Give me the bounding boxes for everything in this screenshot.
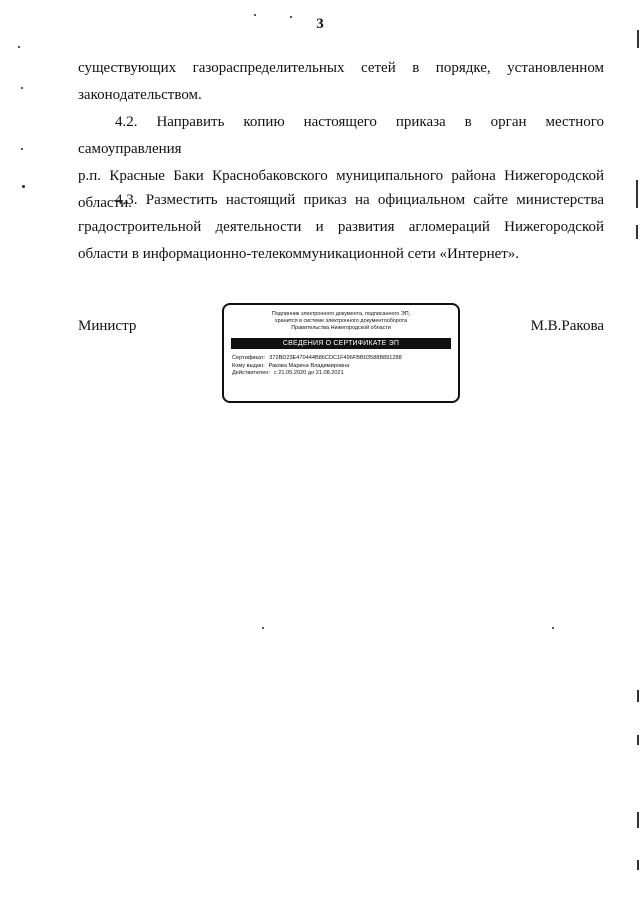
stamp-header-line: Подлинник электронного документа, подписанного ЭП,	[271, 311, 411, 317]
certificate-label: Сертификат:	[232, 355, 266, 361]
validity-label: Действителен:	[232, 370, 270, 376]
scan-speck	[22, 185, 25, 188]
word: в	[412, 60, 420, 76]
stamp-header-line: хранится в системе электронного документооборота	[274, 318, 408, 324]
paragraph-line: р.п. Красные Баки Краснобаковского муниципального района Нижегородской	[78, 168, 604, 184]
validity-row	[232, 370, 450, 378]
stamp-details	[232, 355, 450, 378]
scan-edge-mark	[637, 735, 639, 745]
scan-edge-mark	[637, 30, 639, 48]
issued-to-value: Ракова Марина Владимировна	[268, 362, 350, 369]
electronic-signature-stamp	[222, 303, 460, 403]
paragraph-4-3	[78, 187, 604, 268]
paragraph-line: законодательством.	[78, 87, 202, 103]
paragraph-line: 4.2. Направить копию настоящего приказа в орган местного самоуправления	[78, 114, 604, 157]
stamp-header	[224, 311, 458, 332]
scan-edge-mark	[637, 812, 639, 828]
signer-name: М.В.Ракова	[530, 318, 604, 334]
issued-to-label: Кому выдан:	[232, 362, 265, 369]
word: существующих	[78, 60, 177, 76]
scan-speck	[262, 627, 264, 629]
word: порядке,	[435, 60, 491, 76]
paragraph-line	[78, 55, 604, 82]
paragraph-line: области в информационно-телекоммуникационной сети «Интернет».	[78, 246, 520, 262]
scan-speck	[18, 46, 20, 48]
scan-speck	[552, 627, 554, 629]
word: установленном	[507, 60, 605, 76]
scan-speck	[290, 16, 292, 18]
paragraph-line: градостроительной деятельности и развития агломераций Нижегородской	[78, 219, 604, 235]
signer-title: Министр	[78, 318, 137, 334]
scan-edge-mark	[637, 690, 639, 702]
scan-edge-mark	[636, 225, 638, 239]
issued-to-row	[232, 363, 450, 371]
stamp-certificate-bar: СВЕДЕНИЯ О СЕРТИФИКАТЕ ЭП	[231, 338, 451, 349]
paragraph-line: 4.3. Разместить настоящий приказ на официальном сайте министерства	[115, 192, 604, 208]
scan-speck	[21, 87, 23, 89]
page-number: 3	[316, 16, 324, 32]
word: газораспределительных	[192, 60, 345, 76]
scan-edge-mark	[636, 180, 638, 208]
certificate-value: 372BD23E470444B86CDC1F496FBB03588B891288	[269, 355, 402, 361]
stamp-header-line: Правительства Нижегородской области	[291, 325, 391, 331]
scan-speck	[21, 148, 23, 150]
validity-value: с 21.05.2020 до 21.08.2021	[273, 370, 344, 376]
scan-speck	[254, 14, 256, 16]
word: сетей	[360, 60, 396, 76]
scan-edge-mark	[637, 860, 639, 870]
paragraph-continuation	[78, 55, 604, 109]
paragraph-line: области.	[78, 195, 132, 211]
certificate-row	[232, 355, 450, 363]
